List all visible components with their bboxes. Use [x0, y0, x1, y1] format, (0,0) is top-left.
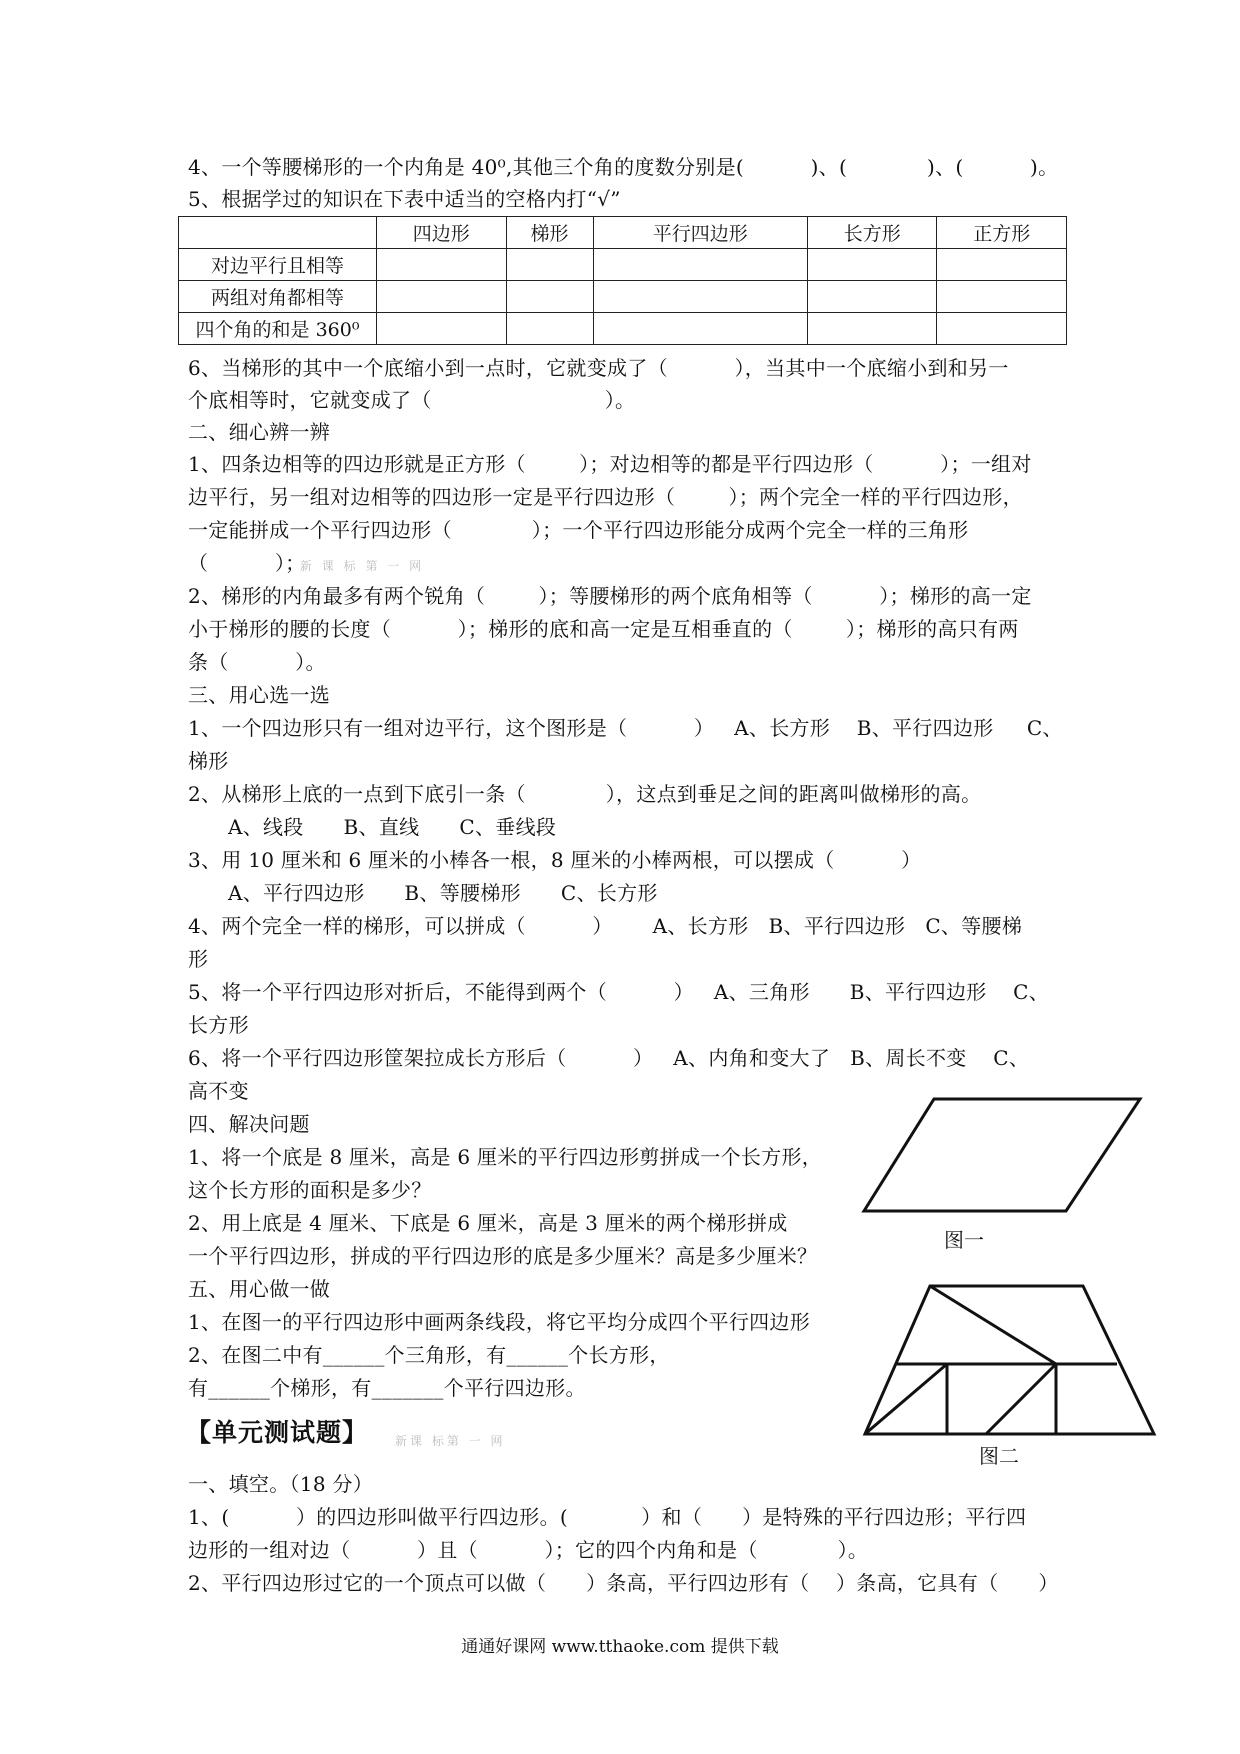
s2-q1-line3: 一定能拼成一个平行四边形（ ）；一个平行四边形能分成两个完全一样的三角形	[188, 518, 969, 542]
answer-cell[interactable]	[593, 313, 807, 345]
s5-q1: 1、在图一的平行四边形中画两条线段，将它平均分成四个平行四边形	[188, 1310, 811, 1334]
row-label: 两组对角都相等	[179, 281, 377, 313]
table-row	[179, 313, 1067, 345]
page-footer: 通通好课网 www.tthaoke.com 提供下载	[461, 1637, 779, 1657]
s3-q5-line2: 长方形	[188, 1013, 249, 1037]
answer-cell[interactable]	[593, 249, 807, 281]
answer-cell[interactable]	[506, 249, 593, 281]
table-row	[179, 249, 1067, 281]
answer-cell[interactable]	[377, 313, 507, 345]
answer-cell[interactable]	[377, 249, 507, 281]
s4-q2-line2: 一个平行四边形，拼成的平行四边形的底是多少厘米？高是多少厘米？	[188, 1244, 818, 1268]
unit-test-heading: 【单元测试题】	[186, 1418, 369, 1447]
q6-line2: 个底相等时，它就变成了（ ）。	[188, 388, 636, 412]
answer-cell[interactable]	[506, 313, 593, 345]
s2-q2-line3: 条（ ）。	[188, 650, 326, 674]
s2-q1-line1: 1、四条边相等的四边形就是正方形（ ）；对边相等的都是平行四边形（ ）；一组对	[188, 452, 1032, 476]
shape-property-table	[178, 216, 1067, 345]
table-corner-cell	[179, 217, 377, 249]
unit-q1-line1: 1、( ）的四边形叫做平行四边形。( ）和（ ）是特殊的平行四边形；平行四	[188, 1505, 1027, 1529]
figure-1-caption: 图一	[944, 1228, 984, 1252]
q5-instruction: 5、根据学过的知识在下表中适当的空格内打“√”	[188, 187, 621, 211]
table-row	[179, 281, 1067, 313]
s2-q1-line2: 边平行，另一组对边相等的四边形一定是平行四边形（ ）；两个完全一样的平行四边形，	[188, 485, 1023, 509]
s5-q2-line2: 有______个梯形，有_______个平行四边形。	[188, 1376, 586, 1400]
s3-q1-line2: 梯形	[188, 749, 229, 773]
col-header-rectangle: 长方形	[807, 217, 937, 249]
s3-q2-options: A、线段 B、直线 C、垂线段	[188, 815, 557, 839]
answer-cell[interactable]	[377, 281, 507, 313]
section-3-title: 三、用心选一选	[188, 683, 331, 707]
answer-cell[interactable]	[807, 249, 937, 281]
section-4-title: 四、解决问题	[188, 1112, 310, 1136]
s3-q2-line1: 2、从梯形上底的一点到下底引一条（ ），这点到垂足之间的距离叫做梯形的高。	[188, 782, 982, 806]
s2-q2-line2: 小于梯形的腰的长度（ ）；梯形的底和高一定是互相垂直的（ ）；梯形的高只有两	[188, 617, 1019, 641]
answer-cell[interactable]	[593, 281, 807, 313]
watermark-text: 新课 标第 一 网	[395, 1434, 506, 1448]
s3-q6-line2: 高不变	[188, 1079, 249, 1103]
row-label: 对边平行且相等	[179, 249, 377, 281]
col-header-trapezoid: 梯形	[506, 217, 593, 249]
s2-q1-line4: （ ）；	[188, 551, 306, 575]
q4-angles: 4、一个等腰梯形的一个内角是 40⁰,其他三个角的度数分别是( )、( )、( )。	[188, 155, 1059, 179]
row-label: 四个角的和是 360⁰	[179, 313, 377, 345]
s4-q1-line1: 1、将一个底是 8 厘米，高是 6 厘米的平行四边形剪拼成一个长方形，	[188, 1145, 823, 1169]
s3-q4-line2: 形	[188, 947, 209, 971]
col-header-square: 正方形	[937, 217, 1067, 249]
s3-q3-options: A、平行四边形 B、等腰梯形 C、长方形	[188, 881, 658, 905]
unit-q1-line2: 边形的一组对边（ ）且（ ）；它的四个内角和是（ ）。	[188, 1538, 869, 1562]
s3-q6-line1: 6、将一个平行四边形筐架拉成长方形后（ ） A、内角和变大了 B、周长不变 C、	[188, 1046, 1030, 1070]
watermark-text: 新 课 标 第 一 网	[300, 559, 425, 573]
figure-1-parallelogram	[860, 1095, 1145, 1215]
table-header-row	[179, 217, 1067, 249]
answer-cell[interactable]	[937, 281, 1067, 313]
section-5-title: 五、用心做一做	[188, 1277, 331, 1301]
answer-cell[interactable]	[506, 281, 593, 313]
answer-cell[interactable]	[937, 249, 1067, 281]
col-header-quadrilateral: 四边形	[377, 217, 507, 249]
unit-section-1-title: 一、填空。（18 分）	[188, 1472, 374, 1496]
answer-cell[interactable]	[807, 313, 937, 345]
s3-q5-line1: 5、将一个平行四边形对折后，不能得到两个（ ） A、三角形 B、平行四边形 C、	[188, 980, 1050, 1004]
s3-q3-line1: 3、用 10 厘米和 6 厘米的小棒各一根，8 厘米的小棒两根，可以摆成（ ）	[188, 848, 922, 872]
unit-q2-line1: 2、平行四边形过它的一个顶点可以做（ ）条高，平行四边形有（ ）条高，它具有（ ）	[188, 1571, 1059, 1595]
q6-line1: 6、当梯形的其中一个底缩小到一点时，它就变成了（ ），当其中一个底缩小到和另一	[188, 356, 1009, 380]
s3-q4-line1: 4、两个完全一样的梯形，可以拼成（ ） A、长方形 B、平行四边形 C、等腰梯	[188, 914, 1023, 938]
s3-q1-line1: 1、一个四边形只有一组对边平行，这个图形是（ ） A、长方形 B、平行四边形 C、	[188, 716, 1063, 740]
section-2-title: 二、细心辨一辨	[188, 420, 331, 444]
s5-q2-line1: 2、在图二中有______个三角形，有______个长方形，	[188, 1343, 670, 1367]
s2-q2-line1: 2、梯形的内角最多有两个锐角（ ）；等腰梯形的两个底角相等（ ）；梯形的高一定	[188, 584, 1032, 608]
figure-2-caption: 图二	[979, 1444, 1019, 1468]
answer-cell[interactable]	[807, 281, 937, 313]
answer-cell[interactable]	[937, 313, 1067, 345]
col-header-parallelogram: 平行四边形	[593, 217, 807, 249]
s4-q1-line2: 这个长方形的面积是多少？	[188, 1178, 432, 1202]
s4-q2-line1: 2、用上底是 4 厘米、下底是 6 厘米，高是 3 厘米的两个梯形拼成	[188, 1211, 788, 1235]
figure-2-trapezoid	[860, 1282, 1160, 1442]
